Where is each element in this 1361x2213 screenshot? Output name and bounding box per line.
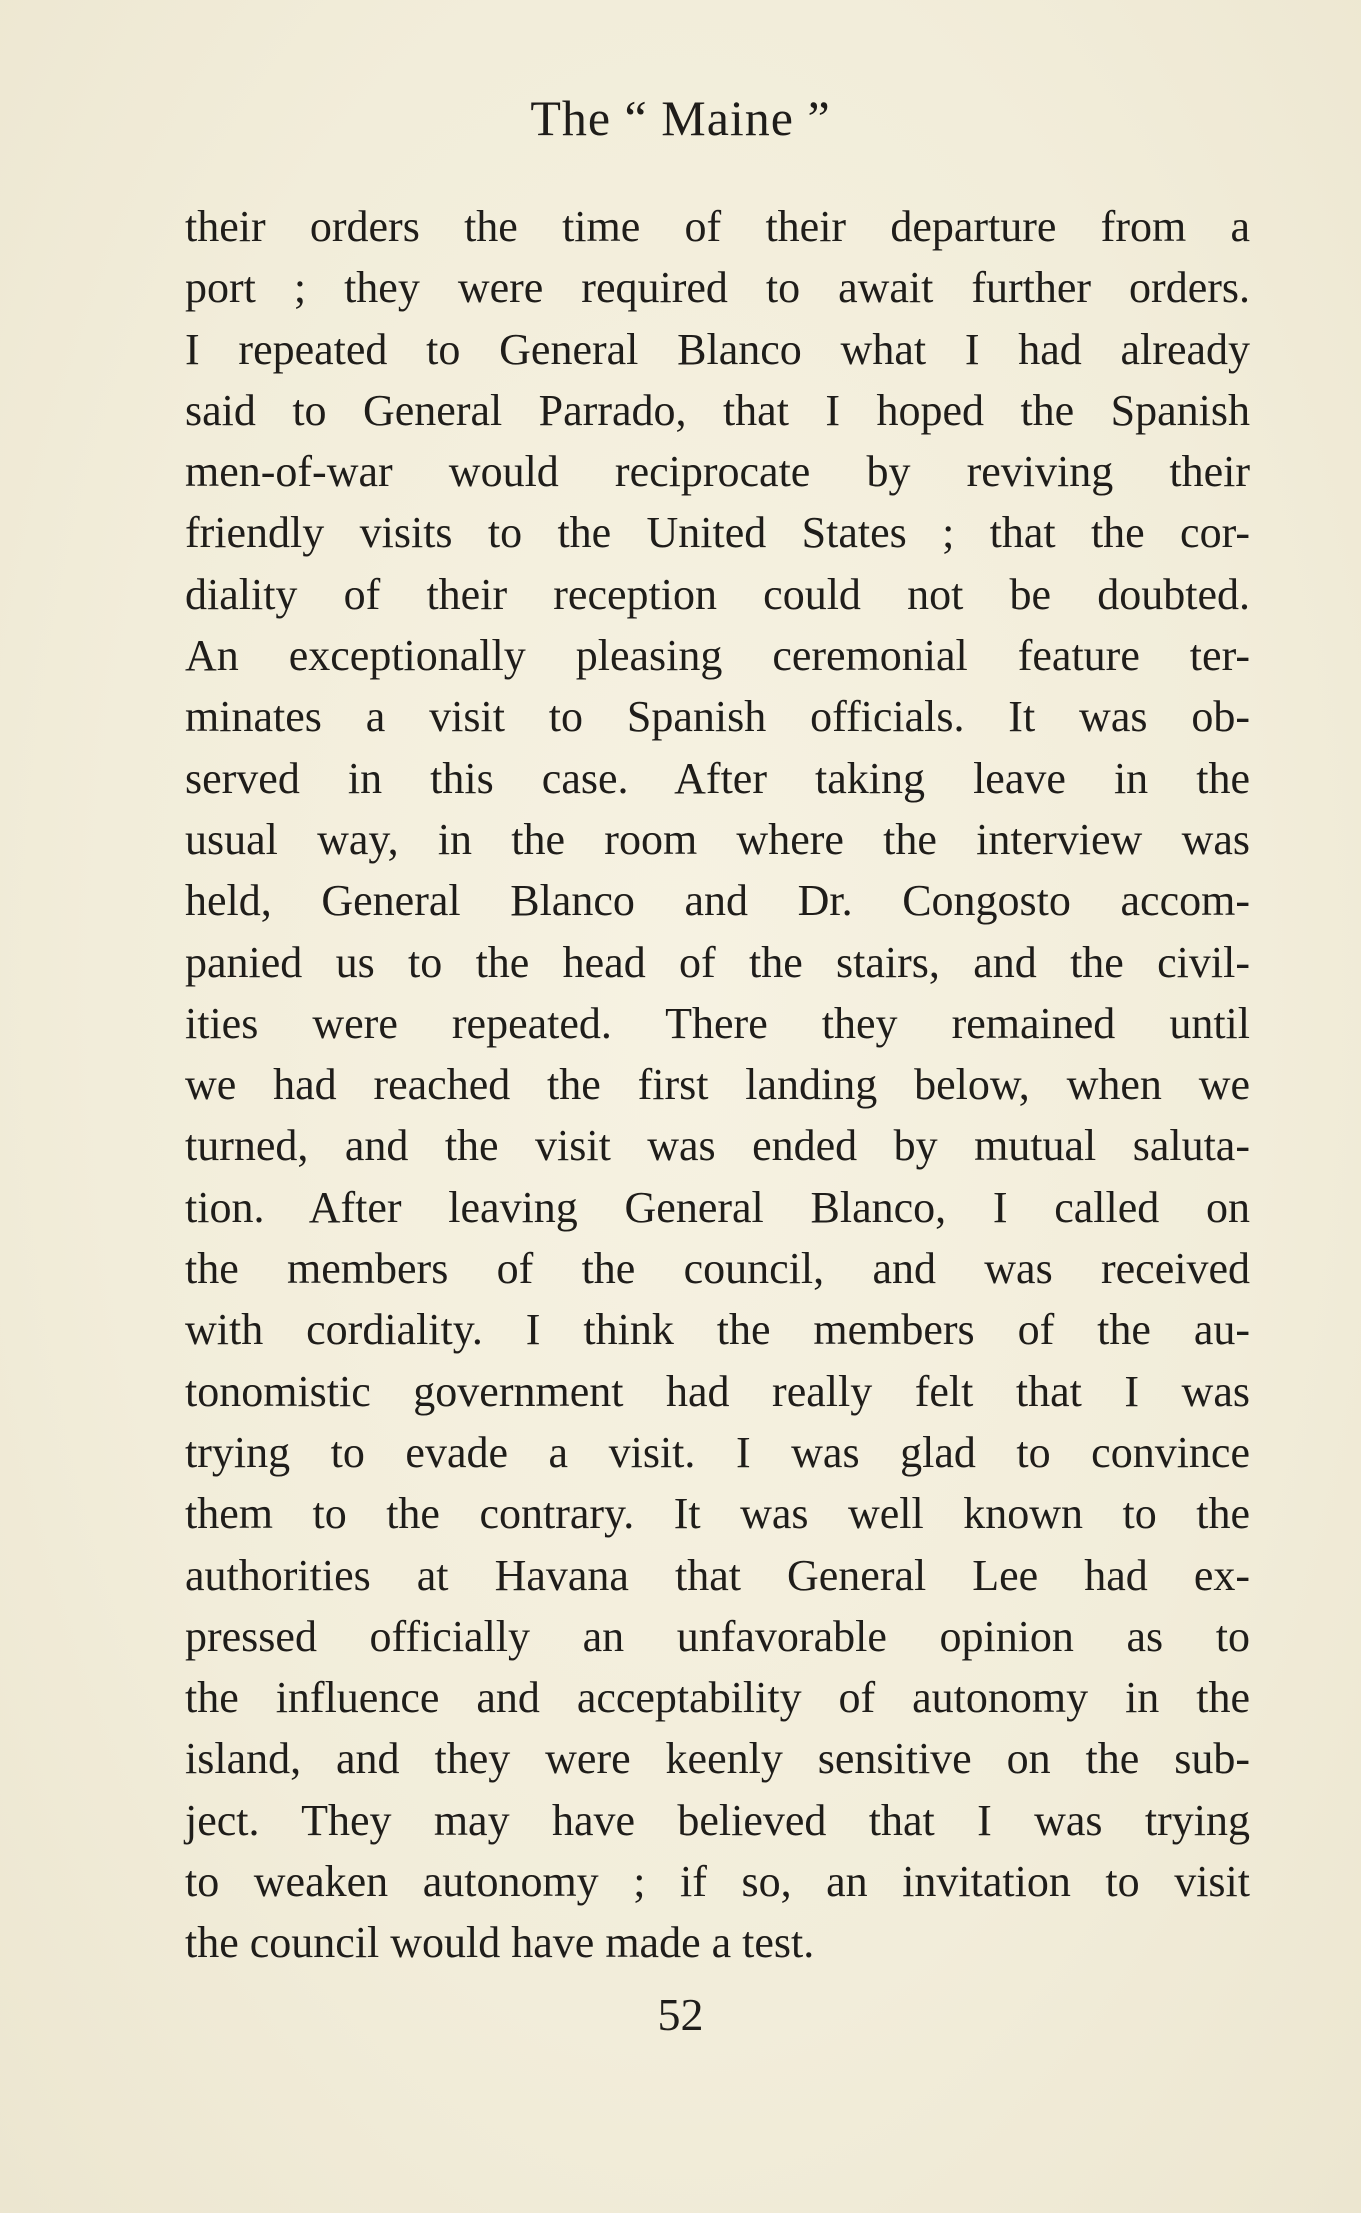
text-line: trying to evade a visit. I was glad to convince — [185, 1427, 1250, 1477]
text-line: usual way, in the room where the interview was — [185, 814, 1250, 864]
text-line: said to General Parrado, that I hoped the Spanish — [185, 385, 1250, 435]
text-line: An exceptionally pleasing ceremonial feature ter- — [185, 631, 1250, 681]
text-line: their orders the time of their departure from a — [185, 202, 1250, 251]
text-line: ities were repeated. There they remained until — [185, 998, 1250, 1048]
text-line: the members of the council, and was received — [185, 1244, 1250, 1294]
text-line: pressed officially an unfavorable opinion as to — [185, 1611, 1250, 1661]
text-line: held, General Blanco and Dr. Congosto accom- — [185, 876, 1250, 926]
body-text — [185, 196, 1250, 1974]
text-line: with cordiality. I think the members of the au- — [185, 1305, 1250, 1355]
text-line: tonomistic government had really felt that I was — [185, 1366, 1250, 1416]
text-line: we had reached the first landing below, when we — [185, 1060, 1250, 1110]
text-line: turned, and the visit was ended by mutual saluta- — [185, 1121, 1250, 1171]
text-line: panied us to the head of the stairs, and the civil- — [185, 937, 1250, 987]
text-line: to weaken autonomy ; if so, an invitation to visit — [185, 1857, 1250, 1907]
text-line: island, and they were keenly sensitive on the sub- — [185, 1734, 1250, 1784]
text-line: authorities at Havana that General Lee had ex- — [185, 1550, 1250, 1600]
text-line: ject. They may have believed that I was trying — [185, 1795, 1250, 1845]
running-head: The “ Maine ” — [530, 90, 831, 146]
text-line: I repeated to General Blanco what I had already — [185, 324, 1250, 374]
text-line: friendly visits to the United States ; that the cor- — [185, 508, 1250, 558]
page-number: 52 — [657, 1989, 704, 2040]
text-line: served in this case. After taking leave in the — [185, 753, 1250, 803]
text-line: the influence and acceptability of autonomy in the — [185, 1673, 1250, 1723]
text-line: them to the contrary. It was well known to the — [185, 1489, 1250, 1539]
text-line: tion. After leaving General Blanco, I called on — [185, 1182, 1250, 1232]
text-line: minates a visit to Spanish officials. It was ob- — [185, 692, 1250, 742]
text-line: port ; they were required to await further orders. — [185, 263, 1250, 313]
text-line: the council would have made a test. — [185, 1918, 815, 1968]
text-line: diality of their reception could not be doubted. — [185, 569, 1250, 619]
text-line: men-of-war would reciprocate by reviving their — [185, 447, 1250, 497]
